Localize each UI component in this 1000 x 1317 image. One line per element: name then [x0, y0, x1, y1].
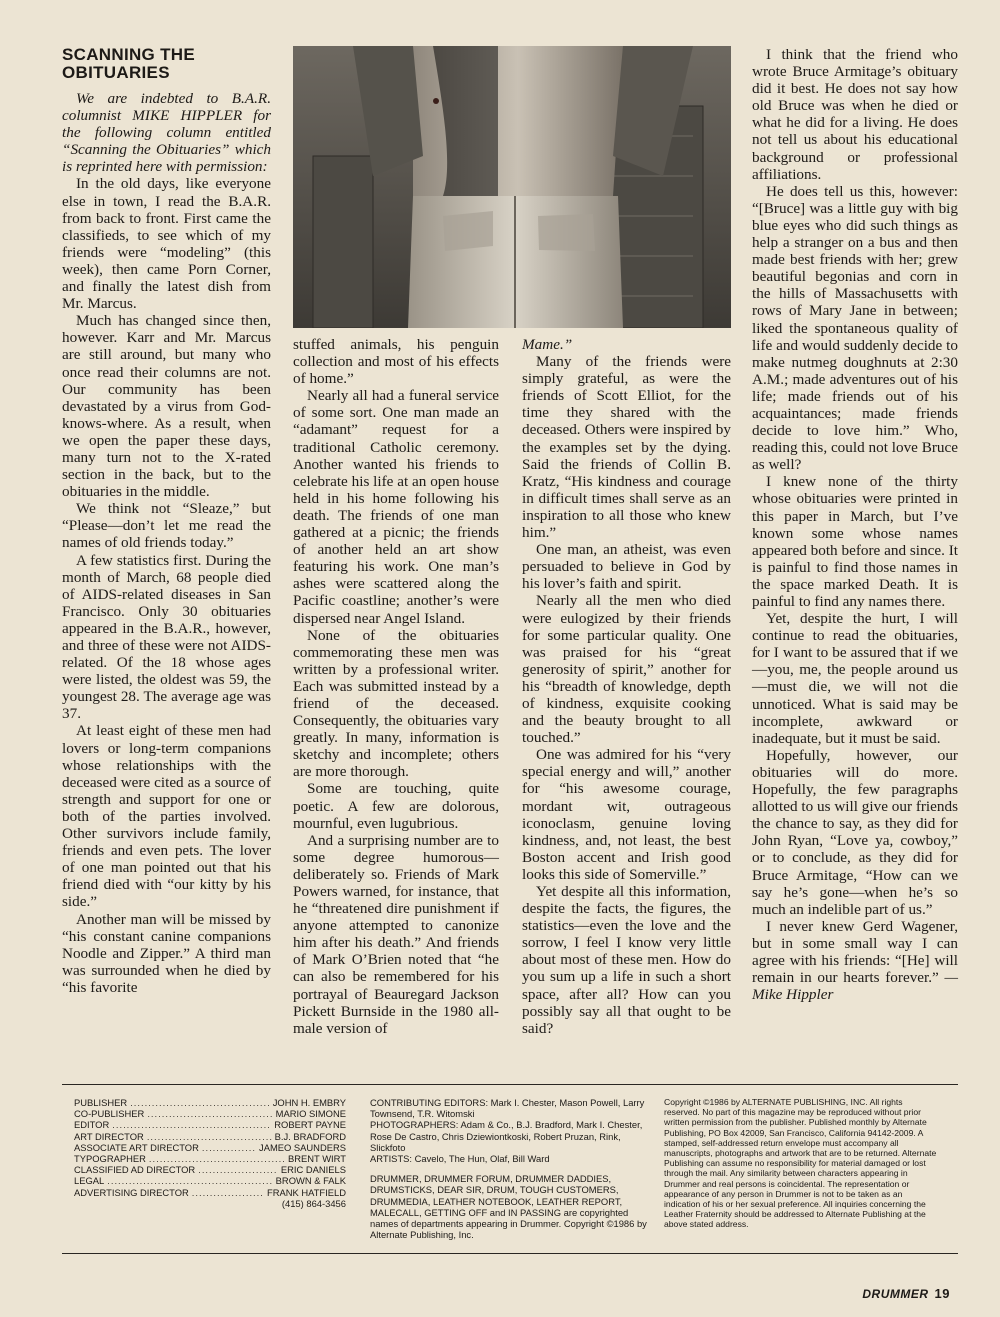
body-paragraph: Hopefully, however, our obituaries will do more. Hopefully, the few paragraphs allotted to us will give our friends the chance to say, as they did for John Ryan, “Love ya, cowboy,” or to conclude, as they did for Bruce Armitage, “How can we say he’s gone—when he’s so much an indelible part of us.”: [752, 746, 958, 918]
article-column-1: [62, 46, 271, 996]
staff-role: EDITOR: [74, 1119, 110, 1131]
staff-name: BRENT WIRT: [288, 1153, 346, 1165]
body-paragraph: And a surprising number are to some degree humorous—deliberately so. Friends of Mark Powers warned, for instance, that he “threatened dire punishment if anyone attempted to canonize him after his death.” And friends of Mark O’Brien noted that “he can also be remembered for his portrayal of Beauregard Jackson Pickett Burnside in the 1980 all-male version of: [293, 831, 499, 1037]
staff-name: ROBERT PAYNE: [274, 1119, 346, 1131]
body-paragraph: A few statistics first. During the month of March, 68 people died of AIDS-related diseases in San Francisco. Only 30 obituaries appeared in the B.A.R., however, and three of these were not AIDS-related. Of the 18 whose ages were listed, the oldest was 59, the youngest 28. The average age was 37.: [62, 551, 271, 723]
page-footer: [862, 1286, 950, 1301]
body-paragraph: Many of the friends were simply grateful, as were the friends of Scott Elliot, for the time they shared with the deceased. Others were inspired by the examples set by the dying. Said the friends of Collin B. Kratz, “His kindness and courage in difficult times shall serve as an inspiration to all those who knew him.”: [522, 353, 731, 542]
staff-row: [74, 1175, 346, 1186]
staff-role: ART DIRECTOR: [74, 1130, 144, 1142]
body-paragraph: We think not “Sleaze,” but “Please—don’t let me read the names of old friends today.”: [62, 500, 271, 552]
staff-role: ASSOCIATE ART DIRECTOR: [74, 1141, 199, 1153]
staff-role: CLASSIFIED AD DIRECTOR: [74, 1164, 196, 1176]
body-paragraph: I knew none of the thirty whose obituaries were printed in this paper in March, but I’ve known some whose names appeared both before and since. It is painful to find those names in the space marked Death. It is painful to find any names there.: [752, 473, 958, 610]
photographers: PHOTOGRAPHERS: Adam & Co., B.J. Bradford, Mark I. Chester, Rose De Castro, Chris Dziewiontkoski, Robert Pruzan, Rink, Slickfoto: [370, 1119, 643, 1153]
staff-row: [74, 1153, 346, 1164]
article-column-2: [293, 336, 499, 1037]
staff-name: MARIO SIMONE: [275, 1108, 346, 1120]
staff-list: [74, 1097, 346, 1209]
body-paragraph: He does tell us this, however: “[Bruce] was a little guy with big blue eyes who did such things as help a stranger on a bus and then made best friends with her; grew beautiful begonias and corn in the hills of Massachusetts with rows of Mary Jane in between; liked the spontaneous quality of life and would suddenly decide to make nutmeg doughnuts at 2:30 A.M.; made adventures out of his life; made friends out of his acquaintances; made friends decide to love him.” Who, reading this, could not love Bruce as well?: [752, 182, 958, 474]
body-paragraph: Much has changed since then, however. Karr and Mr. Marcus are still around, but many who once read their columns are not. Our community has been devastated by a virus from God-knows-where. As a result, when we open the paper these days, many turn not to the X-rated section in the back, but to the obituaries in the middle.: [62, 312, 271, 501]
article-headline: [62, 46, 271, 82]
headline-line-2: OBITUARIES: [62, 63, 170, 82]
contributors-block: [370, 1097, 648, 1240]
phone-number: (415) 864-3456: [281, 1197, 346, 1209]
artists: ARTISTS: Cavelo, The Hun, Olaf, Bill Ward: [370, 1153, 550, 1165]
staff-name: JAMEO SAUNDERS: [259, 1141, 346, 1153]
body-paragraph: At least eight of these men had lovers or long-term companions whose relationships with the deceased were cited as a source of strength and support for one or both of the parties involved. Other survivors include family, friends and even pets. The lover of one man pointed out that his friend died with “our kitty by his side.”: [62, 722, 271, 911]
body-paragraph: Nearly all the men who died were eulogized by their friends for some particular quality. One was praised for his “great generosity of spirit,” another for his “breadth of knowledge, depth of kindness, exquisite cooking and the beauty brought to all touched.”: [522, 592, 731, 747]
body-paragraph: Yet despite all this information, despite the facts, the figures, the statistics—even the love and the sorrow, I feel I know very little about most of these men. How do you sum up a life in such a short space, after all? How can you possibly say all that ought to be said?: [522, 883, 731, 1037]
article-photo: [293, 46, 731, 328]
staff-row: [74, 1187, 346, 1198]
body-paragraph: One man, an atheist, was even persuaded to believe in God by his lover’s faith and spirit.: [522, 541, 731, 593]
copyright-notice: Copyright ©1986 by ALTERNATE PUBLISHING, INC. All rights reserved. No part of this magazine may be reproduced without prior written permission from the publisher. Published monthly by Alternate Publishing, PO Box 42009, San Francisco, California 94142-2009. A stamped, self-addressed return envelope must accompany all manuscripts, photographs and artwork that are to be returned. Alternate Publishing can assume no responsibility for material damaged or lost through the mail. Any similarity between characters appearing in Drummer and real persons is coincidental. The representation or appearance of any person in Drummer is not to be taken as an indication of his or her sexual preference. All inquiries concerning the Leather Fraternity should be addressed to Alternate Publishing at the above stated address.: [664, 1097, 937, 1230]
staff-name: BROWN & FALK: [275, 1175, 346, 1187]
staff-row: [74, 1164, 346, 1175]
body-paragraph: Nearly all had a funeral service of some sort. One man made an “adamant” request for a traditional Catholic ceremony. Another wanted his friends to celebrate his life at an open house held in his home following his death. The friends of one man gathered at a picnic; the friends of another held an art show featuring his work. One man’s ashes were scattered along the Pacific coastline; another’s were dispersed near Angel Island.: [293, 387, 499, 627]
staff-role: LEGAL: [74, 1175, 105, 1187]
headline-line-1: SCANNING THE: [62, 45, 195, 64]
article-column-4: [752, 46, 958, 1003]
body-paragraph: One was admired for his “very special energy and will,” another for “his awesome courage, mordant wit, outrageous iconoclasm, genuine loving kindness, and, not least, the best Boston accent and Irish good looks this side of Somerville.”: [522, 746, 731, 883]
body-paragraph: In the old days, like everyone else in town, I read the B.A.R. from back to front. First came the classifieds, to see which of my friends were “modeling” (this week), then came Porn Corner, and finally the latest dish from Mr. Marcus.: [62, 175, 271, 313]
body-paragraph: stuffed animals, his penguin collection and most of his effects of home.”: [293, 336, 499, 388]
page-number: 19: [934, 1286, 950, 1301]
staff-role: CO-PUBLISHER: [74, 1108, 145, 1120]
author-signature: —Mike Hippler: [752, 969, 959, 1004]
body-paragraph: Mame.”: [522, 336, 573, 353]
closing-text: I never knew Gerd Wagener, but in some small way I can agree with his friends: “[He] will remain in our hearts forever.”: [752, 917, 958, 987]
body-paragraph: Some are touching, quite poetic. A few are dolorous, mournful, even lugubrious.: [293, 780, 499, 832]
staff-name: B.J. BRADFORD: [274, 1130, 346, 1142]
staff-role: ADVERTISING DIRECTOR: [74, 1186, 189, 1198]
staff-name: ERIC DANIELS: [280, 1164, 346, 1176]
photo-illustration: [293, 46, 731, 328]
body-paragraph: None of the obituaries commemorating these men was written by a professional writer. Each was submitted instead by a friend of the deceased. Consequently, the obituaries vary greatly. In many, information is sketchy and incomplete; others are more thorough.: [293, 626, 499, 781]
departments-notice: DRUMMER, DRUMMER FORUM, DRUMMER DADDIES, DRUMSTICKS, DEAR SIR, DRUM, TOUGH CUSTOMERS, DRUMMEDIA, LEATHER NOTEBOOK, LEATHER REPORT, MALECALL, GETTING OFF and IN PASSING are copyrighted names of departments appearing in Drummer. Copyright ©1986 by Alternate Publishing, Inc.: [370, 1173, 647, 1241]
staff-name: JOHN H. EMBRY: [272, 1097, 346, 1108]
contributing-editors: CONTRIBUTING EDITORS: Mark I. Chester, Mason Powell, Larry Townsend, T.R. Witomski: [370, 1097, 645, 1120]
staff-role: TYPOGRAPHER: [74, 1153, 146, 1165]
staff-row: [74, 1131, 346, 1142]
article-column-3: [522, 336, 731, 1037]
staff-role: PUBLISHER: [74, 1097, 128, 1108]
intro-paragraph: We are indebted to B.A.R. columnist MIKE HIPPLER for the following column entitled “Scanning the Obituaries” which is reprinted here with permission:: [62, 90, 271, 176]
staff-row: [74, 1108, 346, 1119]
staff-name: FRANK HATFIELD: [267, 1186, 346, 1198]
staff-row: [74, 1142, 346, 1153]
magazine-name: DRUMMER: [862, 1287, 929, 1301]
body-paragraph: I think that the friend who wrote Bruce Armitage’s obituary did it best. He does not say how old Bruce was when he died or what he did for a living. He does not tell us about his educational background or professional affiliations.: [752, 46, 958, 183]
staff-row: [74, 1097, 346, 1108]
body-paragraph: Another man will be missed by “his constant canine companions Noodle and Zipper.” A third man was surrounded when he died by “his favorite: [62, 910, 271, 996]
body-paragraph: Yet, despite the hurt, I will continue to read the obituaries, for I want to be assured that if we—you, me, the people around us—must die, we will not die unnoticed. What is said may be incomplete, awkward or inadequate, but it must be said.: [752, 610, 958, 747]
masthead: [62, 1084, 958, 1254]
staff-row: [74, 1119, 346, 1130]
closing-paragraph: [752, 918, 958, 1003]
